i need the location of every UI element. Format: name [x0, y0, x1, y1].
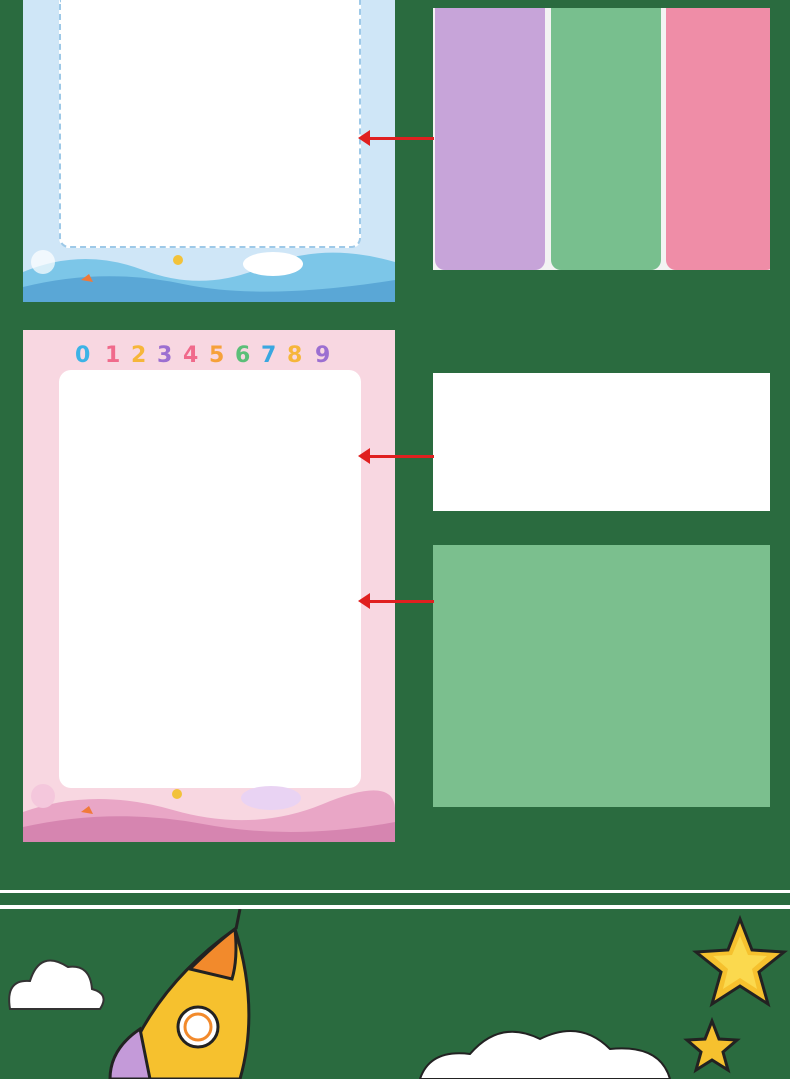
- svg-text:0: 0: [75, 343, 91, 368]
- poster-card: [59, 0, 361, 248]
- addition-methods-poster: [23, 330, 395, 842]
- svg-text:7: 7: [261, 343, 277, 368]
- sun-icon: [31, 784, 55, 808]
- number-characters-banner: [23, 330, 395, 370]
- subtraction-poster: [23, 0, 395, 302]
- cloud-icon: [420, 1031, 670, 1079]
- divider-line-1: [0, 890, 790, 893]
- poster-card: [59, 370, 361, 788]
- cloud-icon: [243, 252, 303, 276]
- sun-icon: [31, 250, 55, 274]
- svg-text:2: 2: [131, 343, 147, 368]
- landscape-footer: [23, 242, 395, 302]
- bee-icon: [173, 255, 183, 265]
- subtraction-zoom-panel: [433, 8, 770, 270]
- pointer-arrow-2: [368, 455, 434, 458]
- cloud-icon: [9, 961, 103, 1009]
- landscape-footer: [23, 782, 395, 842]
- pointer-arrow-3: [368, 600, 434, 603]
- svg-text:1: 1: [105, 343, 121, 368]
- column-purple: [435, 8, 545, 270]
- borrow-ten-zoom-panel: [433, 545, 770, 807]
- column-pink: [666, 8, 770, 270]
- svg-text:5: 5: [209, 343, 225, 368]
- rocket-icon: [110, 909, 249, 1079]
- make-ten-zoom-panel: [433, 373, 770, 511]
- bottom-scene: [0, 909, 790, 1079]
- small-star-icon: [687, 1021, 737, 1070]
- svg-text:4: 4: [183, 343, 199, 368]
- cloud-icon: [241, 786, 301, 810]
- svg-text:8: 8: [287, 343, 303, 368]
- svg-text:3: 3: [157, 343, 173, 368]
- bee-icon: [172, 789, 182, 799]
- column-green: [551, 8, 661, 270]
- svg-text:6: 6: [235, 343, 251, 368]
- star-icon: [696, 919, 784, 1004]
- svg-text:9: 9: [315, 343, 331, 368]
- pointer-arrow-1: [368, 137, 434, 140]
